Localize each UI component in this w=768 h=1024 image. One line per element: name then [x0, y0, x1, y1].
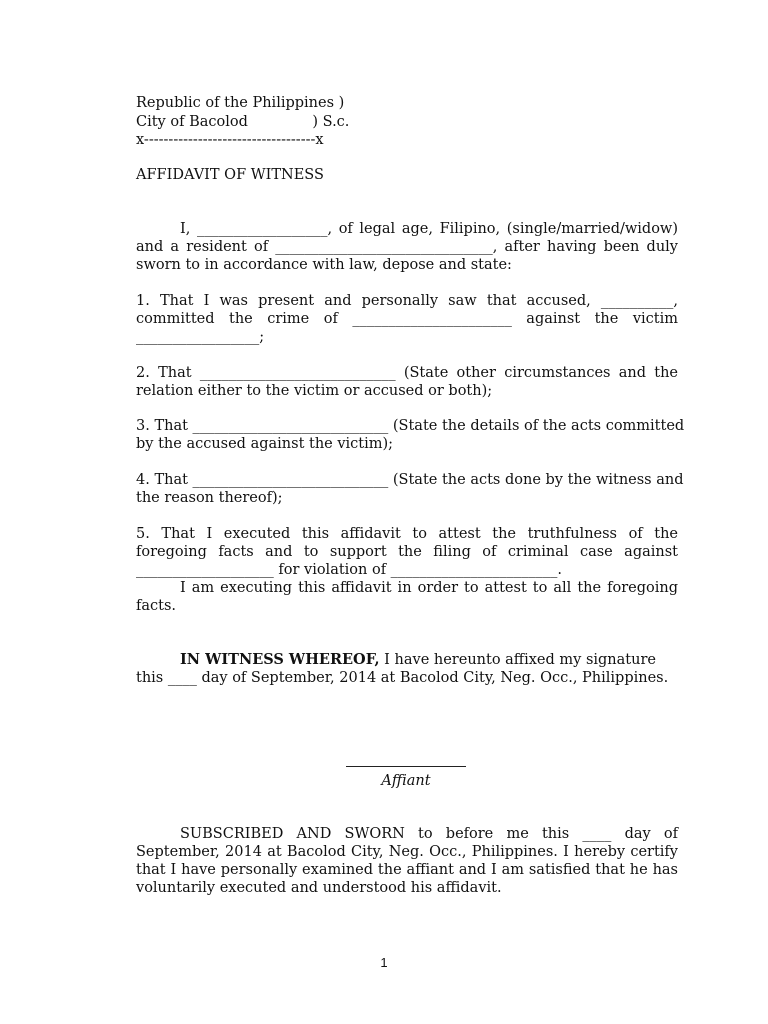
paragraph-4-line-2: the reason thereof);: [136, 490, 283, 506]
affiant-label: Affiant: [381, 773, 431, 789]
paragraph-5-line-2: foregoing facts and to support the filing of criminal case against: [136, 544, 678, 560]
subscribed-line-1: SUBSCRIBED AND SWORN to before me this ____ day of: [180, 826, 678, 842]
witness-whereof-text: I have hereunto affixed my signature: [379, 652, 656, 668]
page-number: 1: [380, 955, 388, 970]
executing-line-2: facts.: [136, 598, 177, 614]
header-separator: x-----------------------------------x: [136, 132, 324, 148]
paragraph-3-line-2: by the accused against the victim);: [136, 436, 394, 452]
witness-whereof-heading: IN WITNESS WHEREOF,: [180, 651, 380, 668]
header-city: City of Bacolod ) S.c.: [136, 114, 350, 130]
paragraph-1-line-3: _________________;: [136, 329, 265, 345]
witness-whereof-line-1: [180, 651, 656, 669]
subscribed-line-2: September, 2014 at Bacolod City, Neg. Occ., Philippines. I hereby certify: [136, 844, 678, 860]
witness-whereof-line-2: this ____ day of September, 2014 at Bacolod City, Neg. Occ., Philippines.: [136, 670, 669, 686]
paragraph-5-line-1: 5. That I executed this affidavit to attest the truthfulness of the: [136, 526, 678, 542]
intro-line-1: I, __________________, of legal age, Filipino, (single/married/widow): [180, 221, 678, 237]
header-republic: Republic of the Philippines ): [136, 95, 345, 111]
intro-line-3: sworn to in accordance with law, depose and state:: [136, 257, 512, 273]
executing-line-1: I am executing this affidavit in order to attest to all the foregoing: [180, 580, 678, 596]
signature-line: [346, 766, 466, 767]
paragraph-3-line-1: 3. That ___________________________ (State the details of the acts committed: [136, 418, 685, 434]
paragraph-1-line-2: committed the crime of ______________________ against the victim: [136, 311, 678, 327]
subscribed-line-3: that I have personally examined the affiant and I am satisfied that he has: [136, 862, 678, 878]
document-title: AFFIDAVIT OF WITNESS: [136, 167, 324, 183]
paragraph-5-line-3: ___________________ for violation of _______________________.: [136, 562, 563, 578]
paragraph-2-line-2: relation either to the victim or accused or both);: [136, 383, 493, 399]
paragraph-2-line-1: 2. That ___________________________ (State other circumstances and the: [136, 365, 678, 381]
paragraph-1-line-1: 1. That I was present and personally saw that accused, __________,: [136, 293, 678, 309]
intro-line-2: and a resident of ______________________________, after having been duly: [136, 239, 678, 255]
paragraph-4-line-1: 4. That ___________________________ (State the acts done by the witness and: [136, 472, 684, 488]
subscribed-line-4: voluntarily executed and understood his affidavit.: [136, 880, 502, 896]
